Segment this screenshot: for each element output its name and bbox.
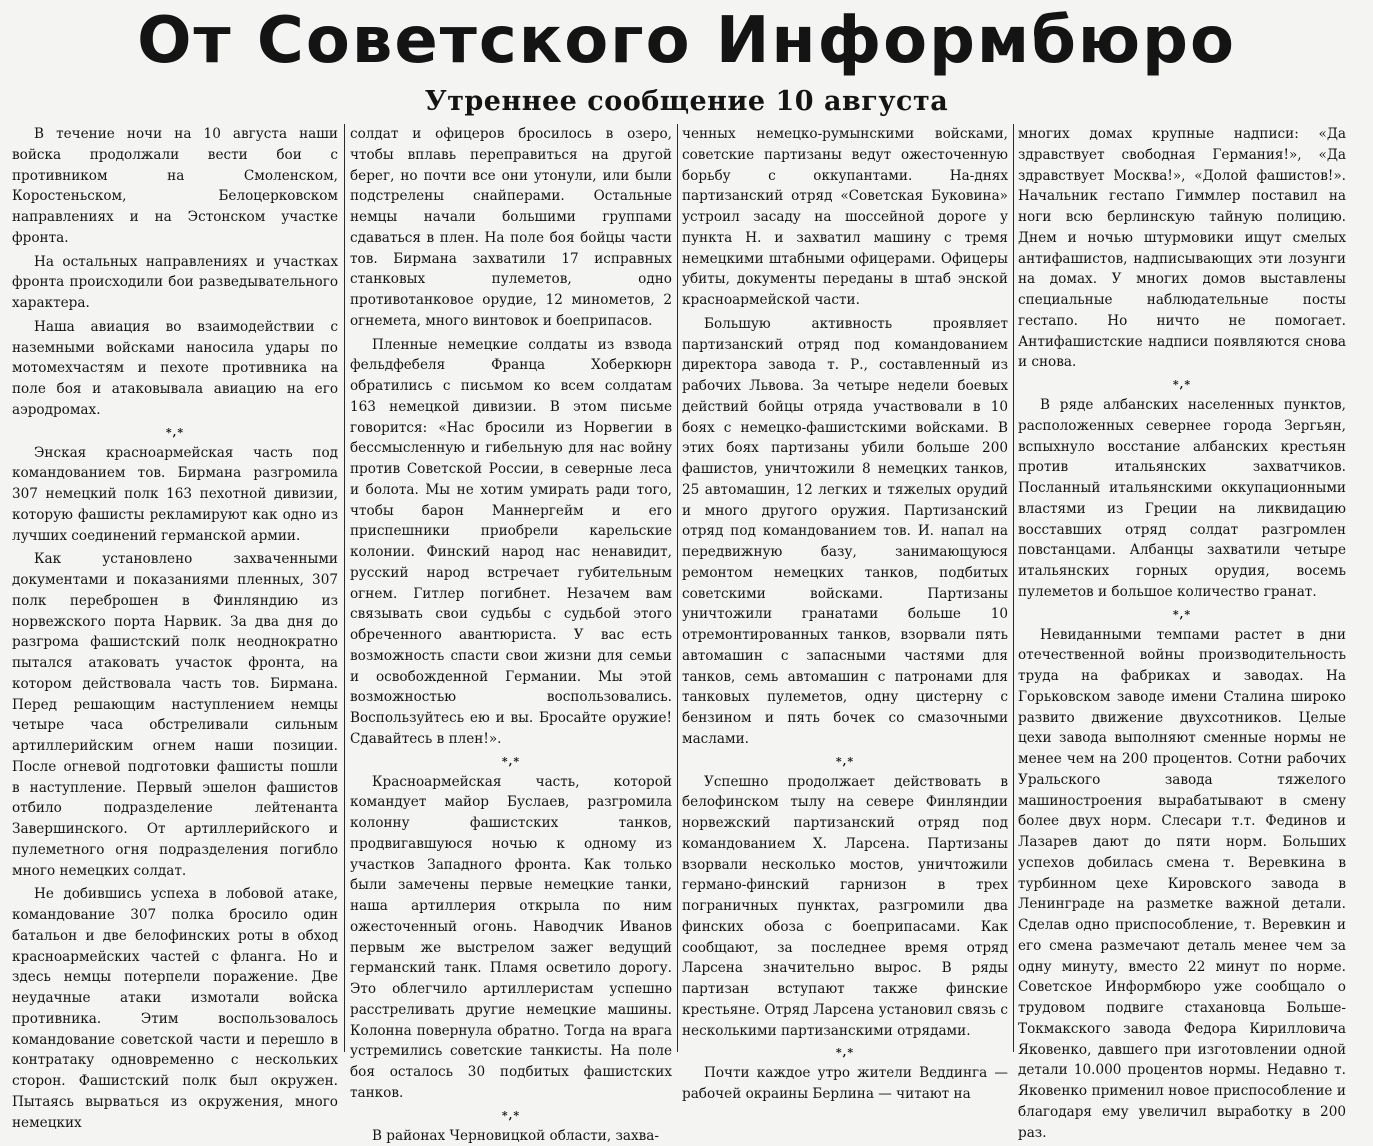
article-paragraph: Как установлено захваченными документами и показаниями пленных, 307 полк переброшен в Финляндию из норвежского порта Нарвик. За два дня до разгрома фашистский полк неоднократно пытался атаковать участок фронта, на котором действовала часть тов. Бирмана. Перед решающим наступлением немцы четыре часа обстреливали сильным артиллерийским огнем наши позиции. После огневой подготовки фашисты пошли в наступление. Первый эшелон фашистов отбило подразделение лейтенанта Завершинского. От артиллерийского и пулеметного огня подразделения погибло много немецких солдат. xyxy=(12,549,338,881)
article-paragraph: Наша авиация во взаимодействии с наземными войсками наносила удары по мотомехчастям и пехоте противника на поле боя и атаковывала авиацию на его аэродромах. xyxy=(12,317,338,421)
text-column-3 xyxy=(682,124,1008,1062)
article-paragraph: Успешно продолжает действовать в белофинском тылу на севере Финляндии норвежский партизанский отряд под командованием Х. Ларсена. Партизаны взорвали несколько мостов, уничтожили германо-финский гарнизон в трех пограничных пунктах, разгромили два финских обоза с боеприпасами. Как сообщают, за последнее время отряд Ларсена значительно вырос. В ряды партизан вступают также финские крестьяне. Отряд Ларсена установил связь с несколькими партизанскими отрядами. xyxy=(682,772,1008,1042)
article-paragraph: Красноармейская часть, которой командует майор Буслаев, разгромила колонну фашистских танков, продвигавшуюся ночью к одному из участков Западного фронта. Как только были замечены первые немецкие танки, наша артиллерия открыла по ним ожесточенный огонь. Наводчик Иванов первым же выстрелом зажег ведущий германский танк. Пламя осветило дорогу. Это облегчило артиллеристам успешно расстреливать другие немецкие машины. Колонна повернула обратно. Тогда на врага устремились советские танкисты. На поле боя осталось 30 подбитых фашистских танков. xyxy=(350,772,672,1104)
article-paragraph: ченных немецко-румынскими войсками, советские партизаны ведут ожесточенную борьбу с оккупантами. На-днях партизанский отряд «Советская Буковина» устроил засаду на шоссейной дороге у пункта Н. и захватил машину с тремя немецкими штабными офицерами. Офицеры убиты, документы переданы в штаб энской красноармейской части. xyxy=(682,124,1008,311)
article-paragraph: В ряде албанских населенных пунктов, расположенных севернее города Зергьян, вспыхнуло восстание албанских крестьян против итальянских захватчиков. Посланный итальянскими оккупационными властями из Греции на ликвидацию восставших отряд солдат разгромлен повстанцами. Албанцы захватили четыре итальянских горных орудия, восемь пулеметов и большое количество гранат. xyxy=(1018,395,1346,603)
section-separator: *,* xyxy=(1018,605,1346,624)
article-paragraph: В районах Черновицкой области, захва- xyxy=(350,1126,672,1146)
text-column-1 xyxy=(12,124,338,1062)
masthead-title: От Советского Информбюро xyxy=(0,2,1373,80)
text-column-2 xyxy=(350,124,672,1062)
article-paragraph: В течение ночи на 10 августа наши войска продолжали вести бои с противником на Смоленском, Коростеньском, Белоцерковском направлениях и на Эстонском участке фронта. xyxy=(12,124,338,249)
section-separator: *,* xyxy=(682,1043,1008,1062)
article-paragraph: солдат и офицеров бросилось в озеро, чтобы вплавь переправиться на другой берег, но почти все они утонули, или были подстрелены снайперами. Остальные немцы начали большими группами сдаваться в плен. На поле боя бойцы части тов. Бирмана захватили 17 исправных станковых пулеметов, одно противотанковое орудие, 12 минометов, 2 огнемета, много винтовок и боеприпасов. xyxy=(350,124,672,332)
section-separator: *,* xyxy=(350,1106,672,1125)
column-rule xyxy=(344,124,345,1052)
section-separator: *,* xyxy=(682,752,1008,771)
article-paragraph: На остальных направлениях и участках фронта происходили бои разведывательного характера. xyxy=(12,252,338,314)
article-paragraph: Пленные немецкие солдаты из взвода фельдфебеля Франца Хоберкюрн обратились с письмом ко всем солдатам 163 немецкой дивизии. В этом письме говорится: «Нас бросили из Норвегии в бессмысленную и гибельную для нас войну против Советской России, в северные леса и болота. Мы не хотим умирать ради того, чтобы барон Маннергейм и его приспешники приобрели карельские колонии. Финский народ нас ненавидит, русский народ встречает губительным огнем. Гитлер погибнет. Незачем вам связывать свои судьбы с судьбой этого обреченного авантюриста. У вас есть возможность спасти свои жизни для семьи и освобожденной Германии. Мы этой возможностью воспользовались. Воспользуйтесь ею и вы. Бросайте оружие! Сдавайтесь в плен!». xyxy=(350,335,672,750)
column-rule xyxy=(677,124,678,1052)
article-paragraph: Почти каждое утро жители Веддинга — рабочей окраины Берлина — читают на xyxy=(682,1063,1008,1105)
article-paragraph: многих домах крупные надписи: «Да здравствует свободная Германия!», «Да здравствует Москва!», «Долой фашистов!». Начальник гестапо Гиммлер поставил на ноги всю берлинскую тайную полицию. Днем и ночью штурмовики ищут смелых антифашистов, надписывающих эти лозунги на домах. У многих домов выставлены специальные наблюдательные посты гестапо. Но ничто не помогает. Антифашистские надписи появляются снова и снова. xyxy=(1018,124,1346,373)
section-separator: *,* xyxy=(350,752,672,771)
article-paragraph: Энская красноармейская часть под командованием тов. Бирмана разгромила 307 немецкий полк 163 пехотной дивизии, которую фашисты рекламируют как одно из лучших соединений германской армии. xyxy=(12,443,338,547)
report-subheading: Утреннее сообщение 10 августа xyxy=(0,82,1373,122)
article-paragraph: Невиданными темпами растет в дни отечественной войны производительность труда на фабриках и заводах. На Горьковском заводе имени Сталина широко развито движение двухсотников. Целые цехи завода выполняют сменные нормы не менее чем на 200 процентов. Сотни рабочих Уральского завода тяжелого машиностроения вырабатывают в смену более двух норм. Слесари т.т. Фединов и Лазарев дают до пяти норм. Больших успехов добилась смена т. Веревкина в турбинном цехе Кировского завода в Ленинграде на разметке важной детали. Сделав одно приспособление, т. Веревкин и его смена размечают деталь менее чем за одну минуту, вместо 22 минут по норме. Советское Информбюро уже сообщало о трудовом подвиге стахановца Больше-Токмакского завода Федора Кирилловича Яковенко, давшего при изготовлении одной детали 10.000 процентов нормы. Недавно т. Яковенко применил новое приспособление и благодаря ему увеличил выработку в 200 раз. xyxy=(1018,625,1346,1144)
section-separator: *,* xyxy=(1018,375,1346,394)
article-paragraph: Большую активность проявляет партизанский отряд под командованием директора завода т. Р., составленный из рабочих Львова. За четыре недели боевых действий бойцы отряда участвовали в 10 боях с немецко-фашистскими войсками. В этих боях партизаны убили больше 200 фашистов, уничтожили 8 немецких танков, 25 автомашин, 12 легких и тяжелых орудий и много другого оружия. Партизанский отряд под командованием тов. И. напал на передвижную базу, занимающуюся ремонтом немецких танков, подбитых советскими войсками. Партизаны уничтожили гранатами больше 10 отремонтированных танков, взорвали пять автомашин с запасными частями для танков, семь автомашин с патронами для танковых пулеметов, одну цистерну с бензином и пять бочек со смазочными маслами. xyxy=(682,314,1008,750)
section-separator: *,* xyxy=(12,423,338,442)
column-rule xyxy=(1013,124,1014,1052)
article-paragraph: Не добившись успеха в лобовой атаке, командование 307 полка бросило один батальон и две белофинских роты в обход красноармейских частей с фланга. Но и здесь немцы потерпели поражение. Две неудачные атаки измотали войска противника. Этим воспользовалось командование советской части и перешло в контратаку одновременно с нескольких сторон. Фашистский полк был окружен. Пытаясь вырваться из окружения, много немецких xyxy=(12,884,338,1133)
text-column-4 xyxy=(1018,124,1346,1062)
